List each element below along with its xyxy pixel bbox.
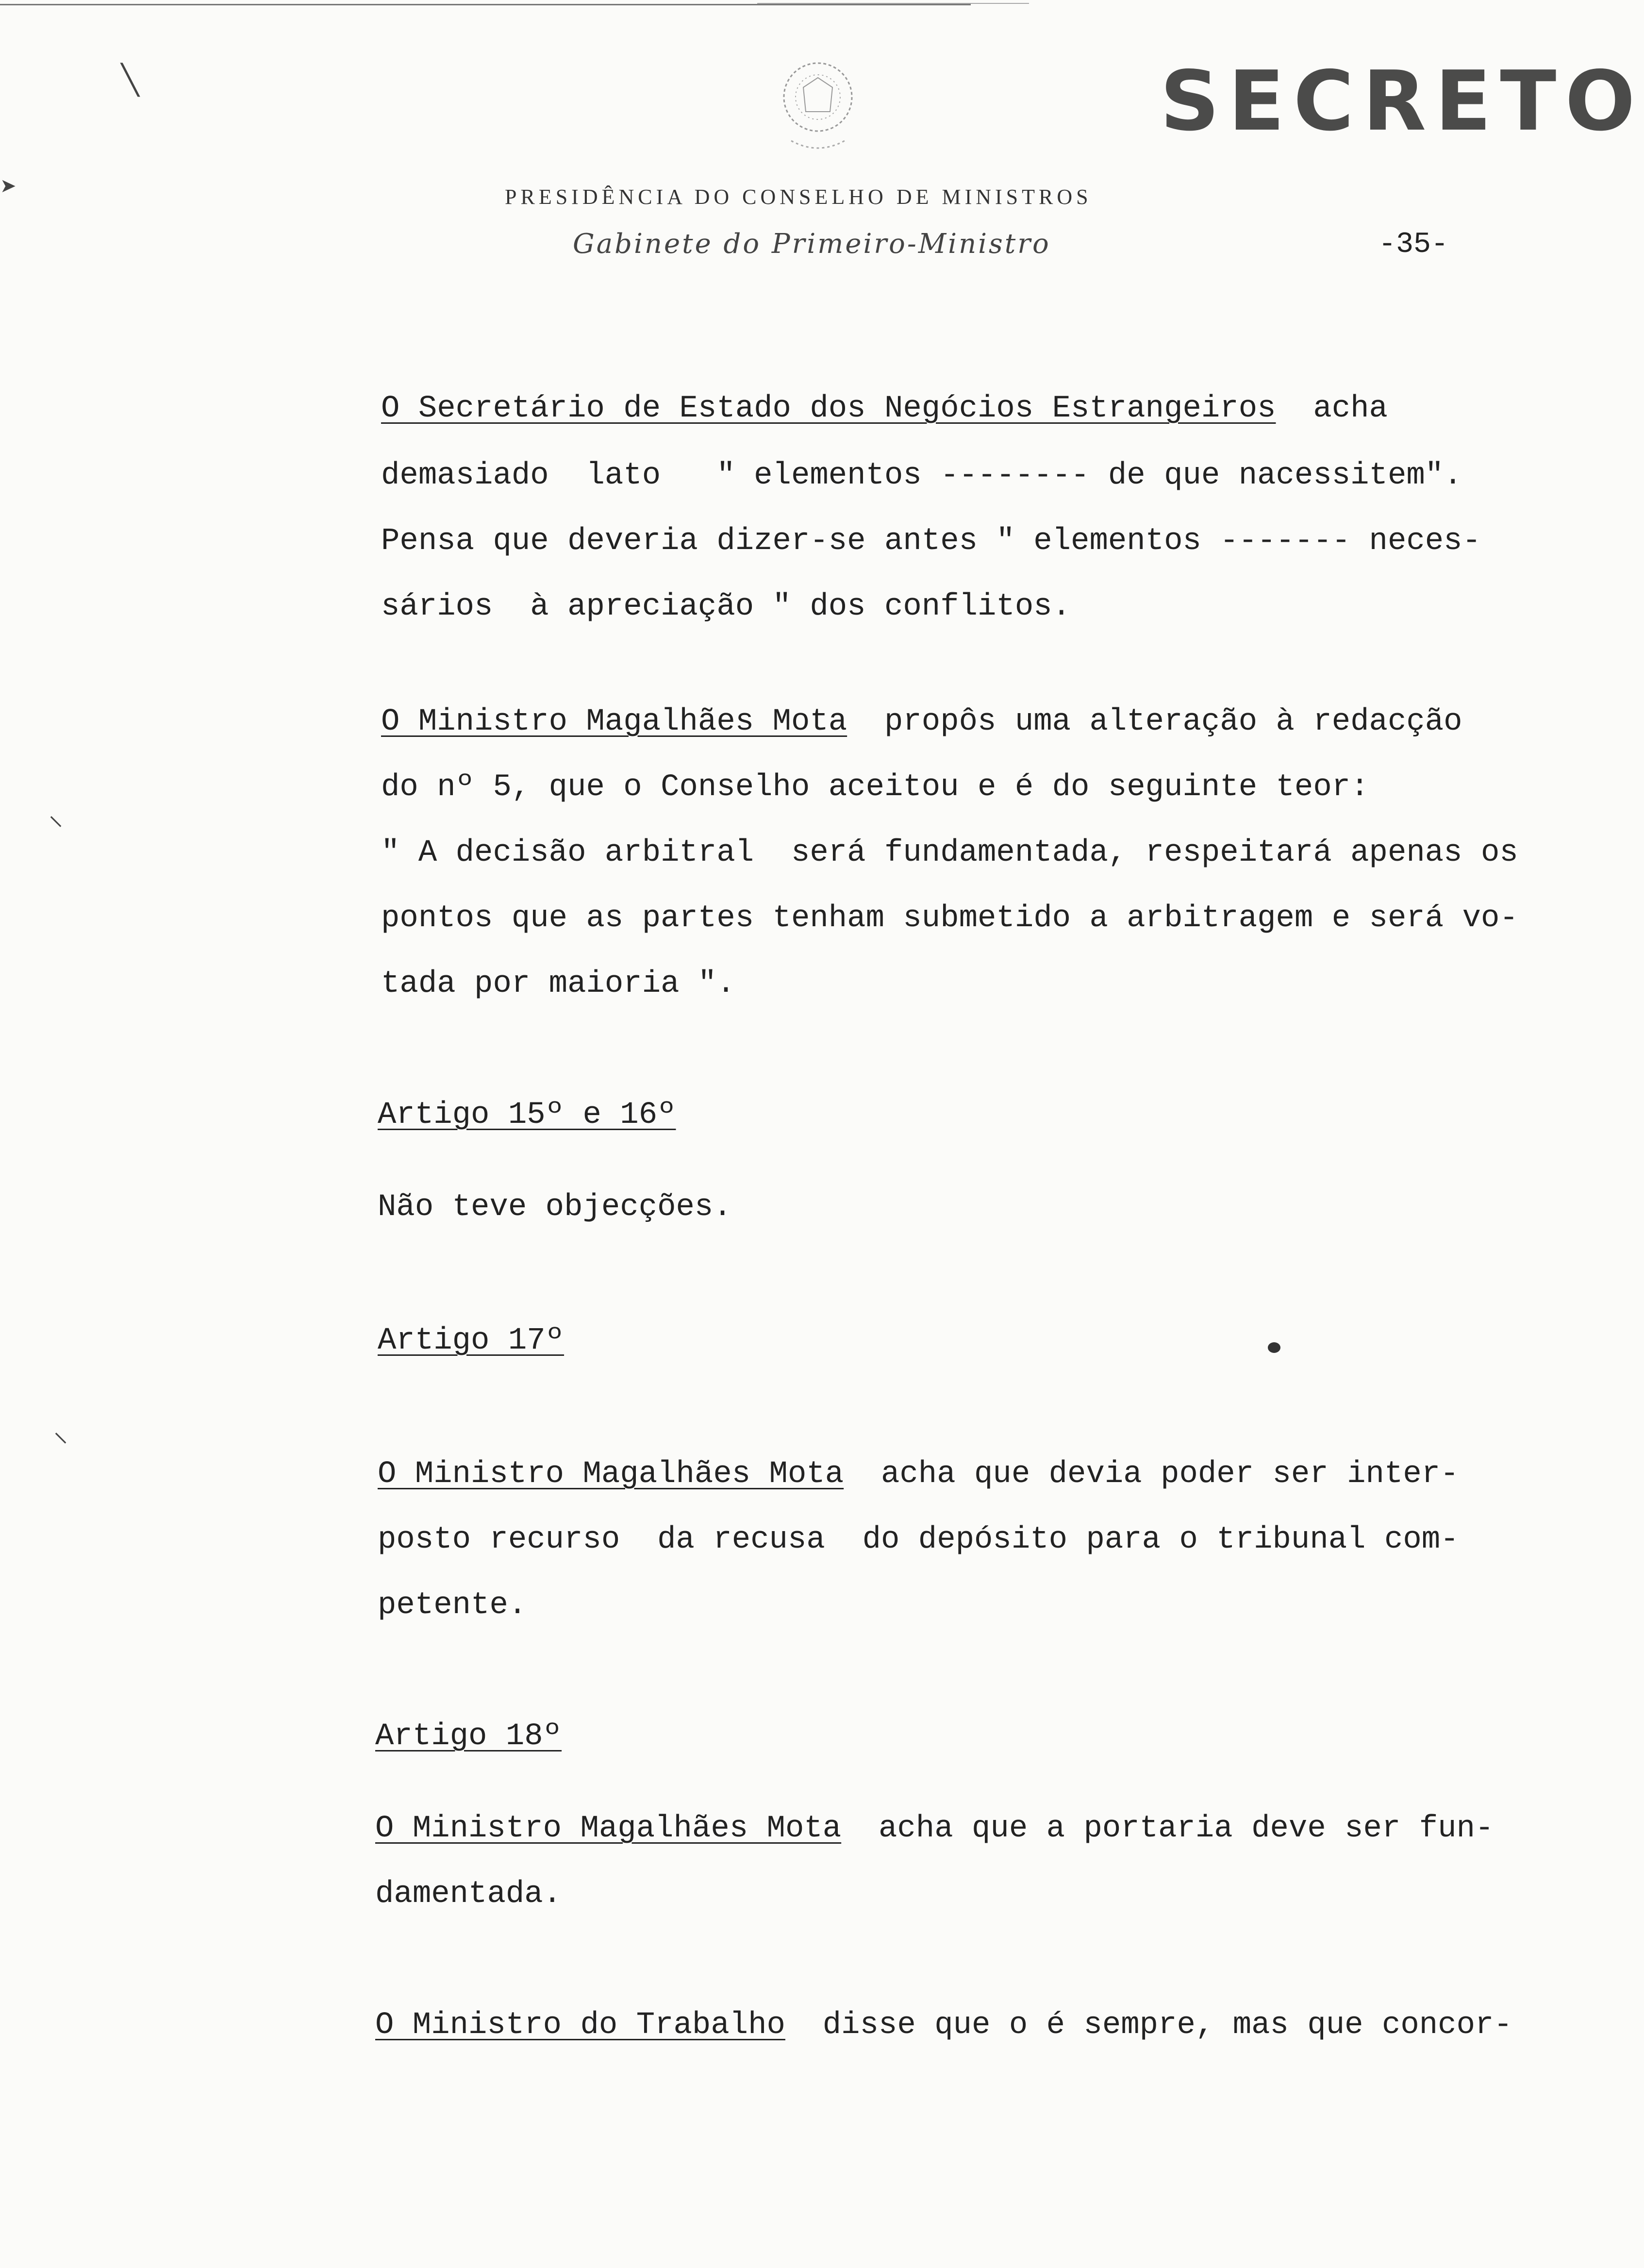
paragraph-line: do nº 5, que o Conselho aceitou e é do seguinte teor: [381,770,1369,805]
margin-mark: ➤ [0,175,17,197]
speaker-name: O Secretário de Estado dos Negócios Estrangeiros [381,391,1276,426]
speaker-name: O Ministro Magalhães Mota [381,704,847,739]
paragraph-line [378,1459,1459,1490]
top-rule [0,4,971,5]
paragraph-line: sários à apreciação " dos conflitos. [381,589,1071,624]
paragraph-line: posto recurso da recusa do depósito para o tribunal com- [378,1522,1459,1557]
line-text: acha [1313,391,1388,426]
office-heading: PRESIDÊNCIA DO CONSELHO DE MINISTROS [505,185,1092,209]
paragraph-line: demasiado lato " elementos -------- de que nacessitem". [381,458,1462,493]
margin-mark: ⸌ [53,1427,68,1461]
line-text: disse que o é sempre, mas que concor- [822,2008,1512,2043]
paragraph-line [375,2010,1512,2041]
paragraph-line [375,1813,1494,1844]
section-heading: Artigo 18º [375,1719,562,1754]
page-number: -35- [1378,228,1449,261]
margin-mark: ╲ [121,63,139,97]
paragraph-line [381,393,1388,424]
top-rule-secondary [757,3,1029,4]
paragraph-line: " A decisão arbitral será fundamentada, respeitará apenas os [381,835,1518,870]
paragraph-line: petente. [378,1588,527,1623]
office-subheading: Gabinete do Primeiro-Ministro [573,228,1051,260]
line-text: acha que devia poder ser inter- [880,1457,1459,1492]
speaker-name: O Ministro Magalhães Mota [375,1811,842,1846]
line-text: propôs uma alteração à redacção [884,704,1462,739]
secret-stamp: SECRETO [1160,53,1644,150]
margin-mark: ⸌ [49,810,63,844]
speaker-name: O Ministro do Trabalho [375,2008,785,2043]
line-text: acha que a portaria deve ser fun- [878,1811,1494,1846]
paragraph-line: Não teve objecções. [378,1190,732,1225]
ink-smudge [1268,1342,1280,1353]
section-heading: Artigo 17º [378,1323,565,1358]
section-heading: Artigo 15º e 16º [378,1098,676,1133]
paragraph-line: tada por maioria ". [381,967,735,1001]
speaker-name: O Ministro Magalhães Mota [378,1457,844,1492]
paragraph-line [381,706,1462,737]
paragraph-line: Pensa que deveria dizer-se antes " elementos ------- neces- [381,524,1481,559]
paragraph-line: damentada. [375,1877,562,1912]
state-seal-icon [777,53,859,155]
paragraph-line: pontos que as partes tenham submetido a arbitragem e será vo- [381,901,1518,936]
